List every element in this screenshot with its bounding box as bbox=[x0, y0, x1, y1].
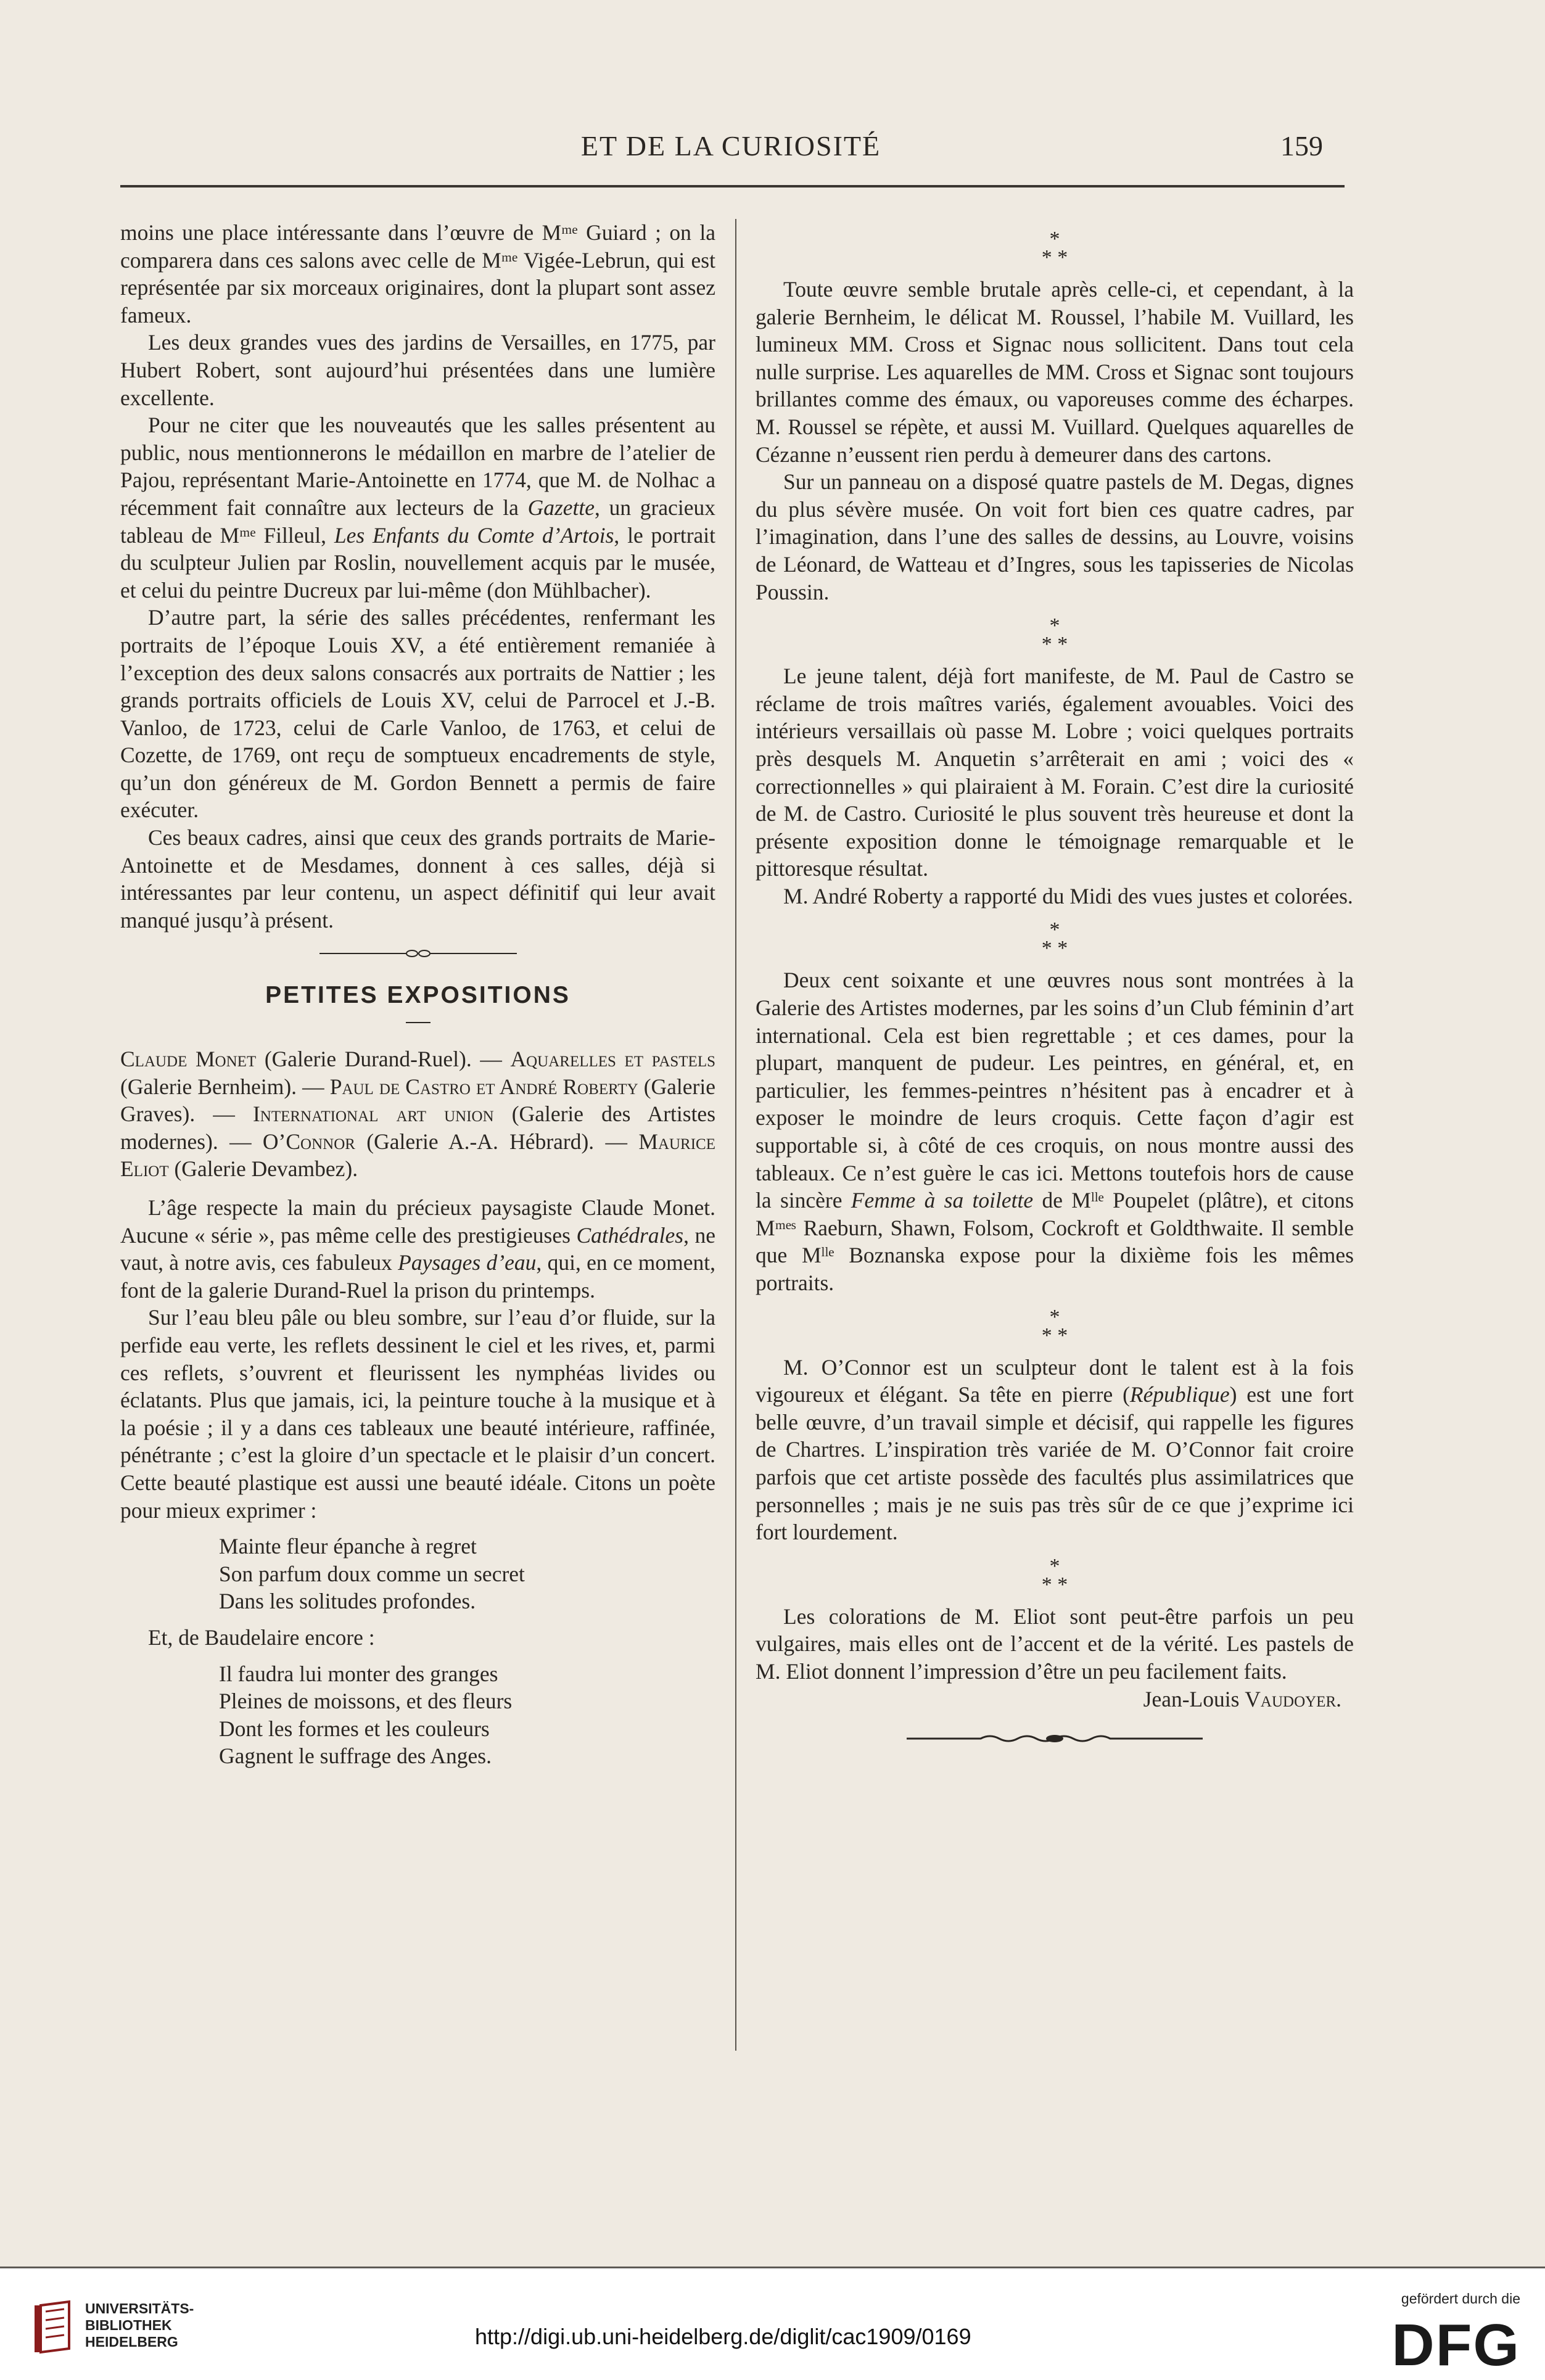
italic-title: République bbox=[1129, 1382, 1230, 1407]
italic-title: Paysages d’eau bbox=[398, 1250, 537, 1275]
text-run: (Galerie A.-A. Hébrard). — bbox=[355, 1129, 639, 1154]
text-run: (Galerie Devambez). bbox=[168, 1156, 358, 1182]
text-run: L’âge respecte la main du précieux paysagiste Claude Monet. Aucune « série », pas même celle des prestigieuses bbox=[120, 1195, 715, 1248]
verse-line: Pleines de moissons, et des fleurs bbox=[219, 1689, 513, 1714]
listing-name: Claude Monet bbox=[120, 1047, 257, 1072]
right-column bbox=[756, 219, 1354, 1761]
header-rule bbox=[120, 185, 1345, 187]
text-run: de Mˡˡᵉ Poupelet (plâtre), et citons Mᵐᵉˢ Raeburn, Shawn, Folsom, Cockroft et Goldthwaite. Il semble que Mˡˡᵉ Boznanska expose pour la dixième fois les mêmes portraits. bbox=[756, 1188, 1354, 1295]
rule-ornament-icon bbox=[319, 947, 517, 960]
text-run: (Galerie Bernheim). — bbox=[120, 1074, 330, 1099]
asterism-icon: * * * bbox=[1041, 1554, 1068, 1596]
text-run: (Galerie Durand-Ruel). — bbox=[256, 1047, 511, 1072]
paragraph: Sur un panneau on a disposé quatre pastels de M. Degas, dignes du plus sévère musée. On voit fort bien ces quatre cadres, par l’imagination, dans l’une des salles de dessins, au Louvre, voisins de Léonard, de Watteau et d’Ingres, sous les tapisseries de Nicolas Poussin. bbox=[756, 469, 1354, 604]
digitization-footer bbox=[0, 2268, 1545, 2380]
paragraph: Les colorations de M. Eliot sont peut-être parfois un peu vulgaires, mais elles ont de l’accent et de la vérité. Les pastels de M. Eliot donnent l’impression d’être un peu facilement faits. bbox=[756, 1604, 1354, 1684]
italic-title: Les Enfants du Comte d’Artois bbox=[334, 522, 614, 548]
running-title: ET DE LA CURIOSITÉ bbox=[580, 130, 881, 162]
flourish-icon bbox=[907, 1731, 1203, 1746]
paragraph: Ces beaux cadres, ainsi que ceux des grands portraits de Marie-Antoinette et de Mesdames, donnent à ces salles, déjà si intéressantes par leur contenu, un aspect définitif qui leur avait manqué jusqu’à présent. bbox=[120, 825, 715, 933]
verse-line: Dans les solitudes profondes. bbox=[219, 1589, 476, 1614]
text-line: BIBLIOTHEK bbox=[85, 2317, 172, 2333]
permalink-url[interactable]: http://digi.ub.uni-heidelberg.de/diglit/cac1909/0169 bbox=[475, 2324, 971, 2349]
listing-name: International art union bbox=[252, 1101, 494, 1127]
asterism-icon: * * * bbox=[1041, 918, 1068, 960]
section-ornament bbox=[120, 934, 715, 977]
asterism-icon: * * * bbox=[1041, 228, 1068, 269]
text-run: (Galerie Graves). — bbox=[120, 1074, 715, 1127]
paragraph: Le jeune talent, déjà fort manifeste, de M. Paul de Castro se réclame de trois maîtres variés, également avouables. Voici des intérieurs versaillais où passe M. Lobre ; voici quelques portraits près desquels M. Anquetin s’arrêterait en ami ; voici des « correctionnelles » qui plairaient à M. Forain. C’est dire la curiosité de M. de Castro. Curiosité le plus souvent très heureuse et dont la présente exposition donne le témoignage remarquable et le pittoresque résultat. bbox=[756, 664, 1354, 881]
text-run: Pour ne citer que les nouveautés que les salles présentent au public, nous mentionnerons le médaillon en marbre de l’atelier de Pajou, représentant Marie-Antoinette en 1774, que M. de Nolhac a récemment fait connaître aux lecteurs de la bbox=[120, 413, 715, 520]
author-signature bbox=[756, 1686, 1354, 1713]
university-library-name bbox=[85, 2300, 194, 2350]
paragraph: moins une place intéressante dans l’œuvre de Mᵐᵉ Guiard ; on la comparera dans ces salons avec celle de Mᵐᵉ Vigée-Lebrun, qui est représentée par six morceaux originaires, dont la plupart sont assez fameux. bbox=[120, 220, 715, 327]
left-column bbox=[120, 219, 715, 1770]
verse-line: Son parfum doux comme un secret bbox=[219, 1561, 525, 1586]
paragraph bbox=[120, 411, 715, 604]
title-dash bbox=[406, 1022, 431, 1023]
paragraph: Et, de Baudelaire encore : bbox=[148, 1624, 375, 1650]
italic-title: Gazette bbox=[527, 495, 595, 520]
text-line: UNIVERSITÄTS- bbox=[85, 2300, 194, 2316]
text-run: M. O’Connor est un sculpteur dont le talent est à la fois vigoureux et élégant. Sa tête en pierre ( bbox=[756, 1354, 1354, 1407]
text-run: Jean-Louis bbox=[1143, 1686, 1245, 1711]
asterism-icon: * * * bbox=[1041, 614, 1068, 656]
paragraph: Toute œuvre semble brutale après celle-ci, et cependant, à la galerie Bernheim, le délicat M. Roussel, l’habile M. Vuillard, les lumineux MM. Cross et Signac nous sollicitent. Dans tout cela nulle surprise. Les aquarelles de MM. Cross et Signac sont toujours brillantes comme des émaux, ou vaporeuses comme des écharpes. M. Roussel se répète, et aussi M. Vuillard. Quelques aquarelles de Cézanne n’eussent rien perdu à demeurer dans des cartons. bbox=[756, 277, 1354, 467]
text-line: HEIDELBERG bbox=[85, 2334, 178, 2350]
verse-quote bbox=[120, 1660, 715, 1770]
paragraph bbox=[120, 1194, 715, 1304]
listing-name: Aquarelles et pastels bbox=[510, 1047, 715, 1072]
asterism-icon: * * * bbox=[1041, 1305, 1068, 1347]
text-run: , un gracieux tableau de Mᵐᵉ Filleul, bbox=[120, 495, 715, 548]
end-ornament bbox=[756, 1724, 1354, 1761]
verse-quote bbox=[120, 1533, 715, 1615]
italic-title: Cathédrales bbox=[576, 1222, 684, 1248]
paragraph: Les deux grandes vues des jardins de Versailles, en 1775, par Hubert Robert, sont aujourd’hui présentées dans une lumière excellente. bbox=[120, 330, 715, 410]
running-header bbox=[120, 130, 1341, 173]
section-title: PETITES EXPOSITIONS bbox=[265, 982, 571, 1009]
text-run: Deux cent soixante et une œuvres nous sont montrées à la Galerie des Artistes modernes, par les soins d’un Club féminin d’art international. Cela est bien regrettable ; et ces dames, pour la plupart, manquent de pudeur. Les peintres, en général, et, en particulier, les femmes-peintres n’hésitent pas à encadrer et à exposer le moindre de leurs croquis. Cette façon d’agir est supportable si, à côté de ces croquis, on nous montre aussi des tableaux. Ce n’est guère le cas ici. Mettons toutefois hors de cause la sincère bbox=[756, 968, 1354, 1213]
listing-name: Paul de Castro et André Roberty bbox=[329, 1074, 638, 1099]
text-run: ) est une fort belle œuvre, d’un travail simple et décisif, qui rappelle les figures de Chartres. L’inspiration très variée de M. O’Connor fait croire parfois que cet artiste possède des facultés plus assimilatrices que personnelles ; mais je ne suis pas très sûr de ce que j’exprime ici fort lourdement. bbox=[756, 1382, 1354, 1545]
text-run: , le portrait du sculpteur Julien par Roslin, nouvellement acquis par le musée, et celui du peintre Ducreux par lui-même (don Mühlbacher). bbox=[120, 522, 716, 603]
funding-note: gefördert durch die bbox=[1401, 2291, 1520, 2307]
text-run: (Galerie des Artistes modernes). — bbox=[120, 1101, 716, 1154]
paragraph: M. André Roberty a rapporté du Midi des vues justes et colorées. bbox=[783, 883, 1353, 908]
verse-line: Il faudra lui monter des granges bbox=[219, 1661, 498, 1686]
text-run: , qui, en ce moment, font de la galerie Durand-Ruel la prison du printemps. bbox=[120, 1250, 715, 1303]
listing-name: Maurice Eliot bbox=[120, 1129, 715, 1182]
dfg-logo: DFG bbox=[1391, 2312, 1520, 2378]
author-surname: Vaudoyer bbox=[1245, 1686, 1337, 1711]
verse-line: Mainte fleur épanche à regret bbox=[219, 1534, 477, 1559]
italic-title: Femme à sa toilette bbox=[851, 1188, 1034, 1213]
paragraph: D’autre part, la série des salles précédentes, renfermant les portraits de l’époque Louis XV, a été entièrement remaniée à l’exception des deux salons consacrés aux portraits de Nattier ; les grands portraits officiels de Louis XV, celui de Parrocel et J.-B. Vanloo, de 1723, celui de Carle Vanloo, de 1763, et celui de Cozette, de 1769, ont reçu de somptueux encadrements de style, qu’un don généreux de M. Gordon Bennett a permis de faire exécuter. bbox=[120, 605, 715, 823]
paragraph bbox=[756, 1354, 1354, 1546]
verse-line: Gagnent le suffrage des Anges. bbox=[219, 1744, 492, 1769]
listing-name: O’Connor bbox=[262, 1129, 355, 1154]
column-divider bbox=[735, 219, 736, 2051]
university-library-logo-icon bbox=[32, 2299, 75, 2355]
page-number: 159 bbox=[1280, 130, 1323, 162]
text-run: . bbox=[1336, 1686, 1341, 1711]
verse-line: Dont les formes et les couleurs bbox=[219, 1716, 490, 1741]
text-run: , ne vaut, à notre avis, ces fabuleux bbox=[120, 1222, 715, 1275]
paragraph bbox=[756, 966, 1354, 1296]
exhibition-listing bbox=[120, 1045, 715, 1183]
paragraph: Sur l’eau bleu pâle ou bleu sombre, sur l’eau d’or fluide, sur la perfide eau verte, les reflets dessinent le ciel et les rives, et, parmi ces reflets, s’ouvrent et fleurissent les nymphéas livides ou éclatants. Plus que jamais, ici, la peinture touche à la musique et à la poésie ; il y a dans ces tableaux une beauté intérieure, raffinée, pénétrante ; c’est la gloire d’un spectacle et le plaisir d’un concert. Cette beauté plastique est aussi une beauté idéale. Citons un poète pour mieux exprimer : bbox=[120, 1305, 715, 1523]
